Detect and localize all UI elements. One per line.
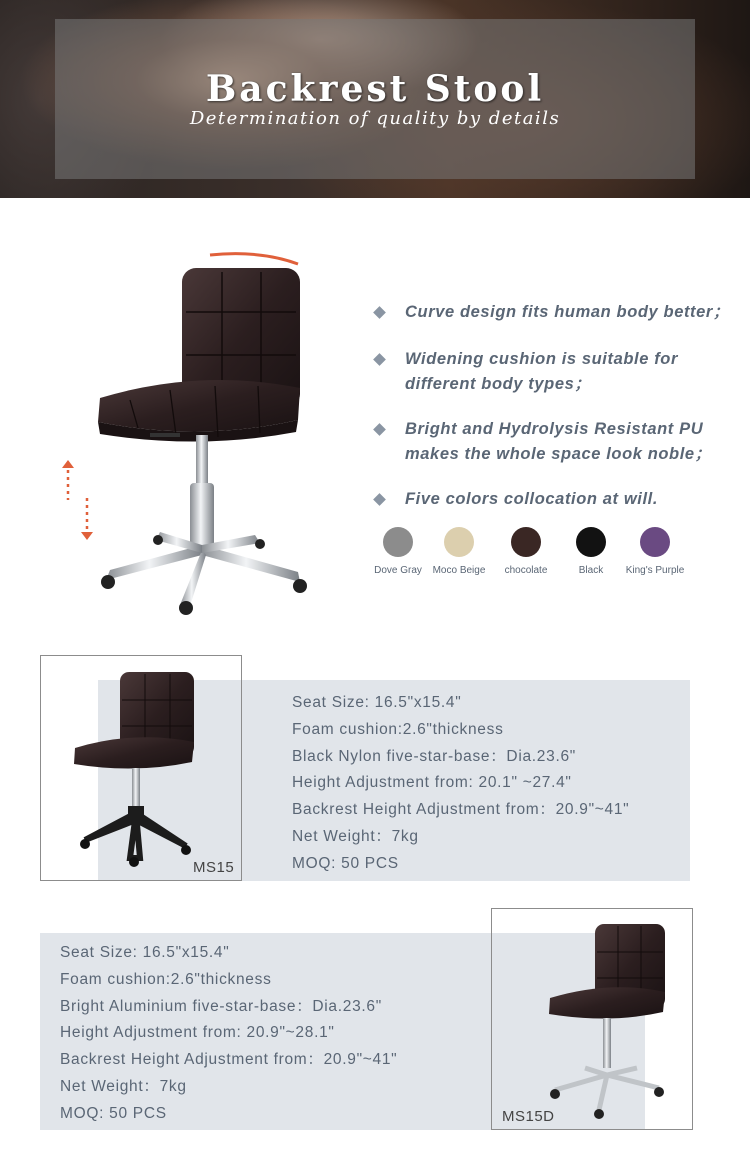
feature-item — [370, 347, 740, 397]
spec-item: Seat Size: 16.5"x15.4" — [292, 694, 462, 711]
spec-item: Black Nylon five-star-base：Dia.23.6" — [292, 747, 576, 765]
spec-item: Foam cushion:2.6"thickness — [60, 970, 272, 988]
color-dot — [444, 527, 474, 557]
color-dot — [576, 527, 606, 557]
diamond-bullet-icon — [373, 493, 386, 506]
color-dot — [511, 527, 541, 557]
swatch-dove-gray[interactable] — [366, 527, 430, 576]
swatch-kings-purple[interactable] — [623, 527, 687, 576]
model-code-ms15: MS15 — [193, 859, 235, 876]
spec-item: MOQ: 50 PCS — [292, 854, 399, 872]
color-label: Moco Beige — [432, 565, 486, 576]
spec-item: Backrest Height Adjustment from：20.9"~41" — [292, 801, 630, 819]
spec-item: MOQ: 50 PCS — [60, 1104, 167, 1122]
feature-item — [370, 487, 740, 512]
spec-item: Backrest Height Adjustment from：20.9"~41" — [60, 1051, 398, 1069]
hero-banner — [0, 0, 750, 198]
feature-item — [370, 300, 740, 325]
spec-item: Height Adjustment from: 20.9"~28.1" — [60, 1024, 335, 1042]
spec-item: Height Adjustment from: 20.1" ~27.4" — [292, 774, 572, 792]
feature-text: Bright and Hydrolysis Resistant PU makes the whole space look noble； — [405, 420, 712, 463]
feature-text: Widening cushion is suitable for different body types； — [405, 350, 678, 393]
color-dot — [383, 527, 413, 557]
diamond-bullet-icon — [373, 306, 386, 319]
star-base — [85, 813, 186, 858]
swatch-chocolate[interactable] — [494, 527, 558, 576]
color-dot — [640, 527, 670, 557]
star-base — [555, 1068, 659, 1110]
spec-item: Seat Size: 16.5"x15.4" — [60, 944, 230, 961]
spec-item: Foam cushion:2.6"thickness — [292, 720, 504, 738]
color-label: Black — [578, 565, 604, 576]
curve-arrow-icon — [210, 254, 298, 264]
chair-product-image — [60, 250, 320, 630]
feature-item — [370, 417, 740, 467]
chair-image-ms15 — [70, 668, 200, 868]
spec-item: Net Weight：7kg — [60, 1077, 187, 1095]
swatch-black[interactable] — [559, 527, 623, 576]
color-label: King's Purple — [625, 565, 685, 576]
chair-image-ms15d — [545, 920, 675, 1120]
color-swatches — [366, 527, 696, 577]
color-label: chocolate — [504, 565, 548, 576]
diamond-bullet-icon — [373, 423, 386, 436]
diamond-bullet-icon — [373, 353, 386, 366]
feature-text: Curve design fits human body better； — [405, 303, 731, 321]
feature-text: Five colors collocation at will. — [405, 490, 659, 508]
swatch-moco-beige[interactable] — [427, 527, 491, 576]
feature-list — [370, 300, 740, 532]
spec-item: Net Weight：7kg — [292, 827, 419, 845]
height-adjust-arrows-icon — [62, 460, 93, 540]
spec-list-ms15d — [60, 940, 397, 1128]
spec-list-ms15 — [292, 690, 629, 878]
model-code-ms15d: MS15D — [502, 1108, 555, 1125]
page-subtitle: Determination of quality by details — [189, 108, 561, 129]
color-label: Dove Gray — [374, 565, 422, 576]
page-title: Backrest Stool — [205, 68, 545, 110]
spec-item: Bright Aluminium five-star-base：Dia.23.6" — [60, 997, 382, 1015]
